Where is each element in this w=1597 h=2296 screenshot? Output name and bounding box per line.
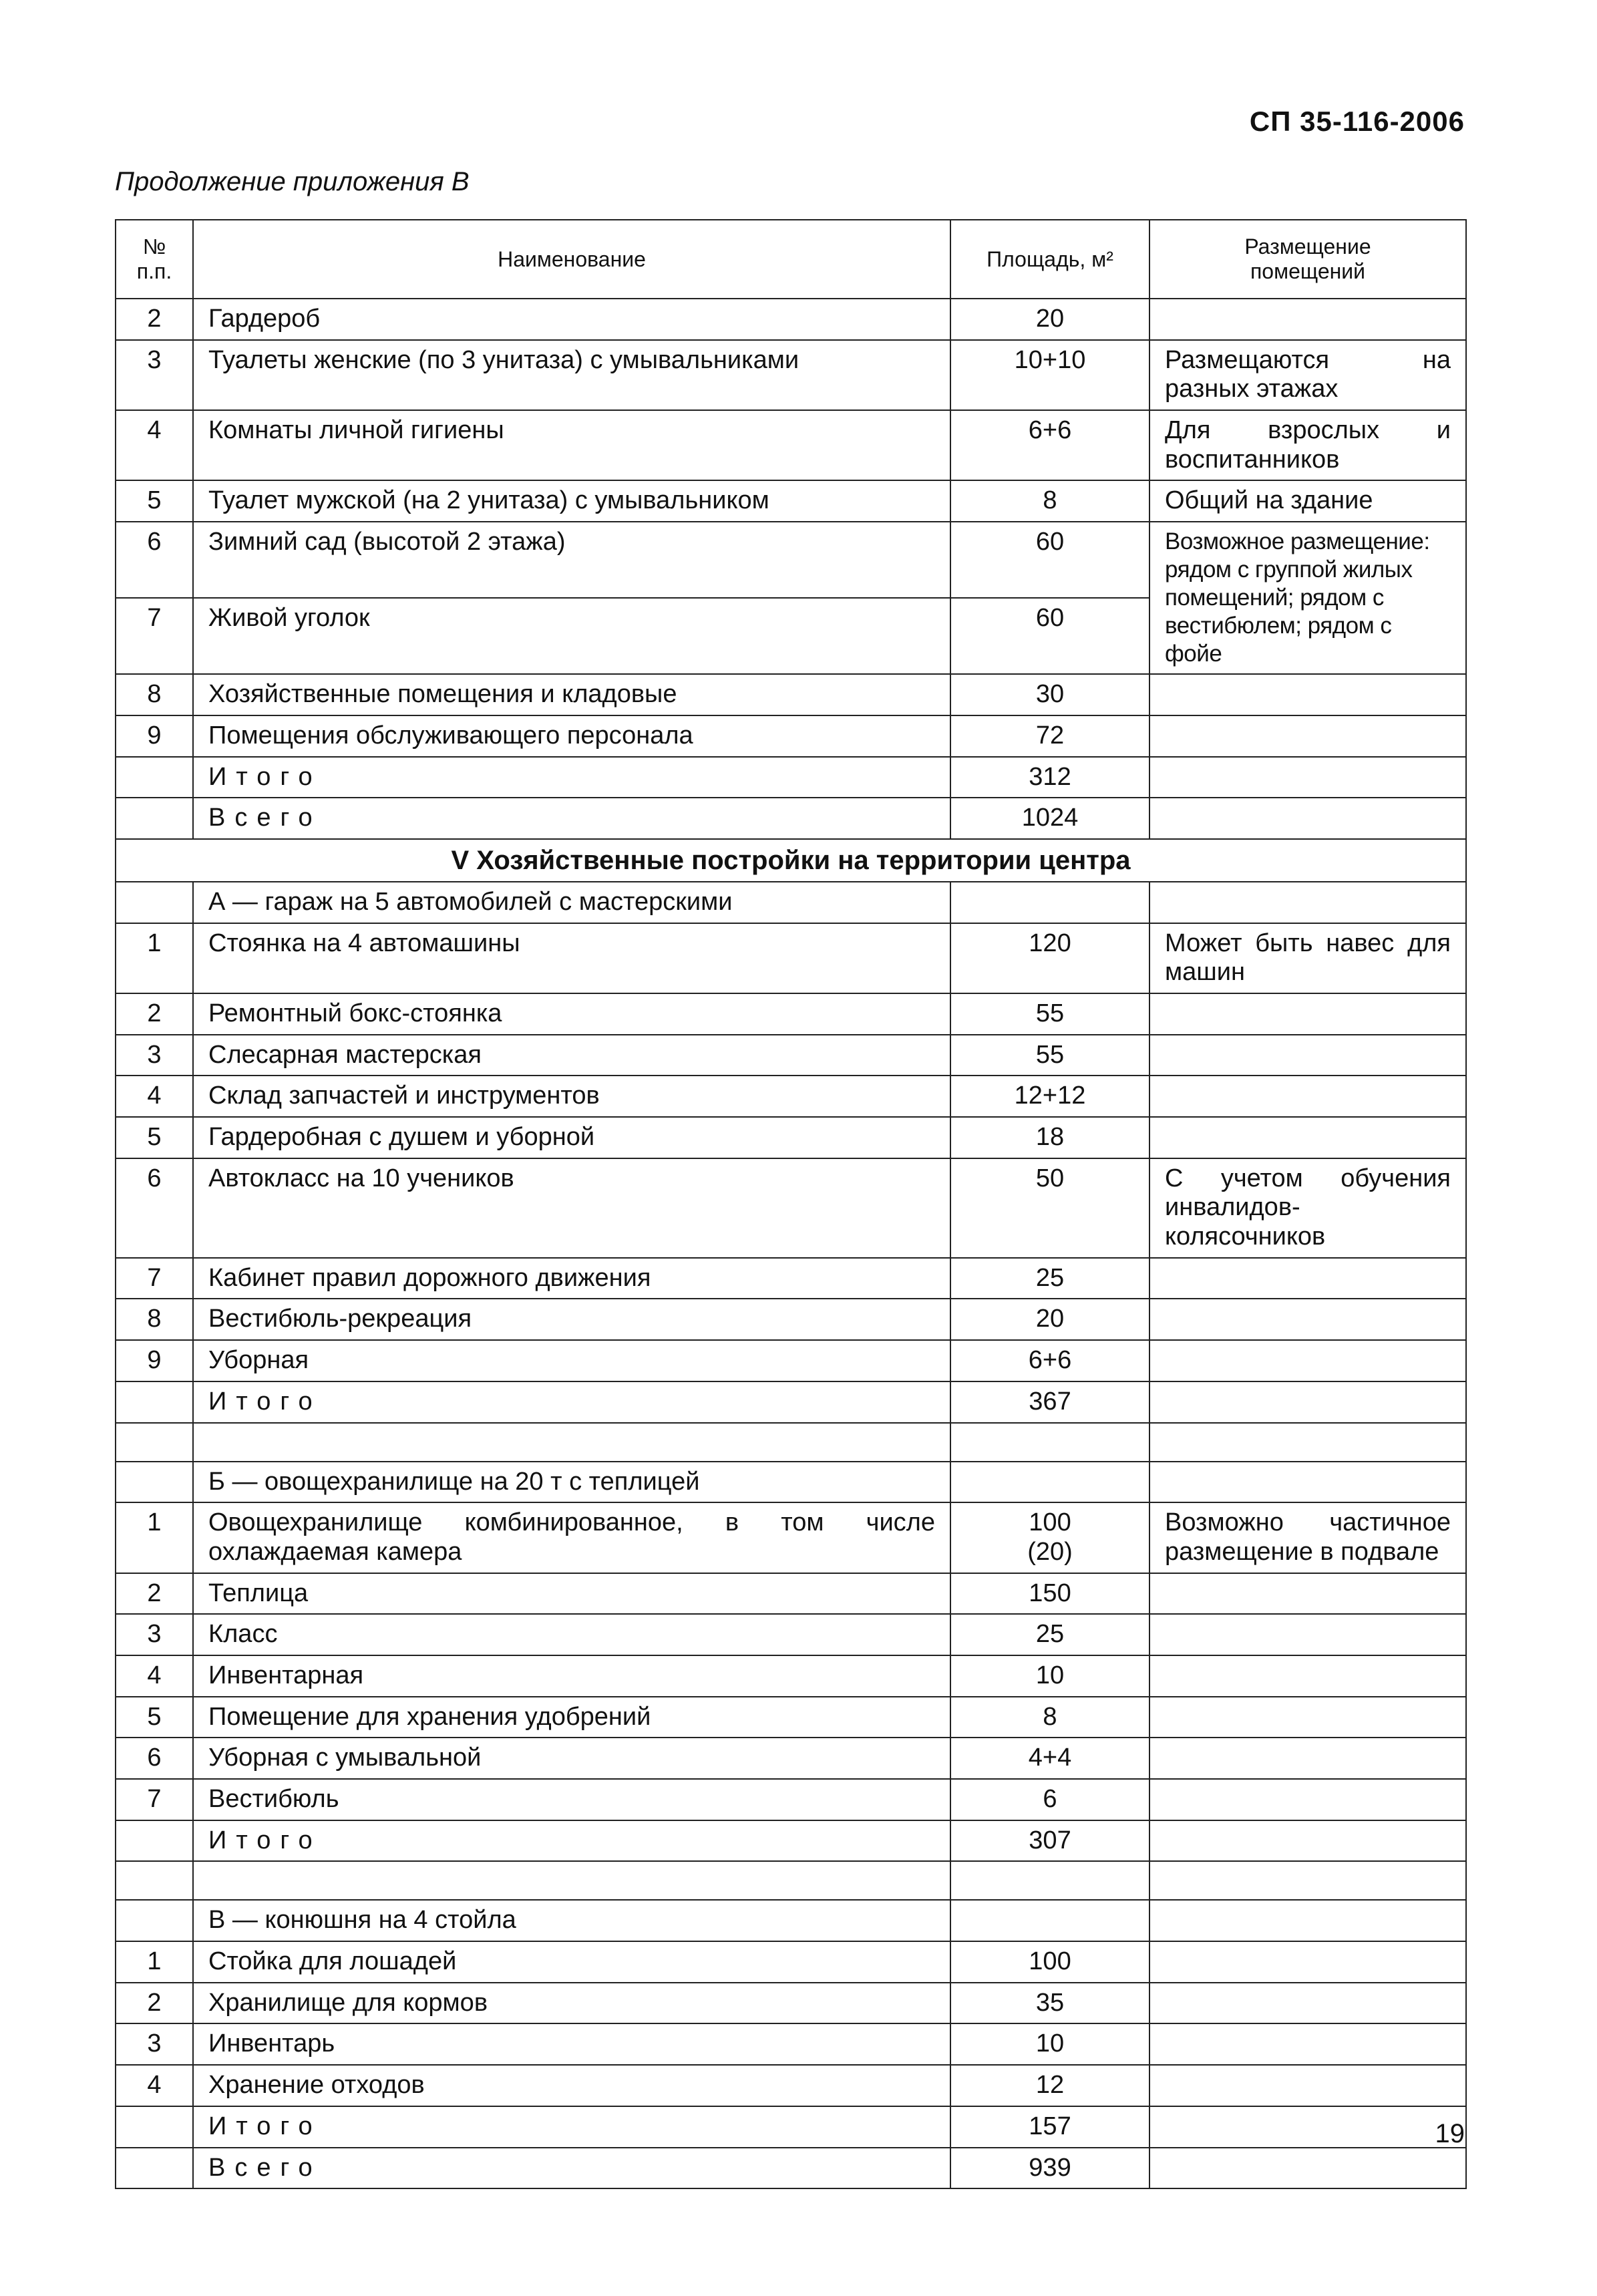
row-area: 6 [950, 1779, 1149, 1820]
row-note [1149, 1258, 1466, 1299]
row-name: Хранилище для кормов [193, 1983, 950, 2024]
row-area [950, 1900, 1149, 1941]
column-header-placement: Размещение помещений [1149, 220, 1466, 299]
row-name: Живой уголок [193, 598, 950, 674]
row-area: 100 (20) [950, 1502, 1149, 1573]
row-area: 30 [950, 674, 1149, 715]
subtotal-area: 312 [950, 757, 1149, 798]
column-header-num: № п.п. [116, 220, 193, 299]
row-number: 1 [116, 923, 193, 993]
table-row [116, 715, 1466, 757]
grand-total-area: 939 [950, 2148, 1149, 2189]
group-title-row [116, 882, 1466, 923]
row-number [116, 798, 193, 839]
table-row [116, 1614, 1466, 1655]
row-number: 5 [116, 1117, 193, 1158]
row-name: Уборная с умывальной [193, 1738, 950, 1779]
row-number [116, 1861, 193, 1900]
merged-placement-note: Возможное размещение: рядом с группой жилых помещений; рядом с вестибюлем; рядом с фойе [1149, 522, 1466, 674]
row-name: Гардероб [193, 299, 950, 340]
row-note [1149, 1614, 1466, 1655]
row-number: 3 [116, 340, 193, 410]
table-row [116, 410, 1466, 480]
row-number: 1 [116, 1502, 193, 1573]
subtotal-row [116, 2106, 1466, 2148]
row-note [1149, 1423, 1466, 1462]
row-number: 2 [116, 299, 193, 340]
subtotal-label: Итого [193, 2106, 950, 2148]
row-note [1149, 798, 1466, 839]
row-number: 9 [116, 715, 193, 757]
table-row [116, 1502, 1466, 1573]
row-name: Слесарная мастерская [193, 1035, 950, 1076]
row-area: 60 [950, 522, 1149, 598]
row-number: 4 [116, 1076, 193, 1117]
grand-total-row [116, 798, 1466, 839]
row-number [116, 1820, 193, 1862]
row-note [1149, 882, 1466, 923]
table-row [116, 299, 1466, 340]
row-area: 18 [950, 1117, 1149, 1158]
row-area: 10 [950, 1655, 1149, 1697]
row-area: 10+10 [950, 340, 1149, 410]
blank-row [116, 1861, 1466, 1900]
row-number: 2 [116, 1573, 193, 1615]
table-row [116, 522, 1466, 598]
column-header-area: Площадь, м² [950, 220, 1149, 299]
row-name: Кабинет правил дорожного движения [193, 1258, 950, 1299]
row-number [116, 1423, 193, 1462]
row-number [116, 2106, 193, 2148]
row-area: 12 [950, 2065, 1149, 2106]
subtotal-label: Итого [193, 1381, 950, 1423]
row-name: Туалеты женские (по 3 унитаза) с умывальниками [193, 340, 950, 410]
subtotal-label: Итого [193, 1820, 950, 1862]
subtotal-row [116, 757, 1466, 798]
row-name: Туалет мужской (на 2 унитаза) с умывальником [193, 480, 950, 522]
row-number: 3 [116, 1614, 193, 1655]
row-note [1149, 1076, 1466, 1117]
section-title: V Хозяйственные постройки на территории центра [116, 839, 1466, 882]
table-row [116, 1299, 1466, 1340]
row-area: 20 [950, 299, 1149, 340]
row-number [116, 2148, 193, 2189]
table-row [116, 340, 1466, 410]
grand-total-label: Всего [193, 798, 950, 839]
row-name: Инвентарь [193, 2023, 950, 2065]
row-number: 6 [116, 1738, 193, 1779]
grand-total-row [116, 2148, 1466, 2189]
row-area: 100 [950, 1941, 1149, 1983]
row-name: Зимний сад (высотой 2 этажа) [193, 522, 950, 598]
row-name: Овощехранилище комбинированное, в том числе охлаждаемая камера [193, 1502, 950, 1573]
row-area [950, 1462, 1149, 1503]
row-number: 5 [116, 1697, 193, 1738]
row-number: 6 [116, 522, 193, 598]
row-note [1149, 1983, 1466, 2024]
table-row [116, 1738, 1466, 1779]
row-note [1149, 1573, 1466, 1615]
row-number: 7 [116, 1779, 193, 1820]
row-note [1149, 1299, 1466, 1340]
row-area: 8 [950, 1697, 1149, 1738]
subtotal-area: 157 [950, 2106, 1149, 2148]
row-number [116, 882, 193, 923]
row-number [116, 1381, 193, 1423]
row-number: 7 [116, 1258, 193, 1299]
row-area: 35 [950, 1983, 1149, 2024]
row-note [1149, 2065, 1466, 2106]
row-name: Хозяйственные помещения и кладовые [193, 674, 950, 715]
row-note [1149, 715, 1466, 757]
table-row [116, 2065, 1466, 2106]
table-row [116, 1035, 1466, 1076]
row-name: Уборная [193, 1340, 950, 1381]
row-number: 3 [116, 1035, 193, 1076]
page-number: 19 [1435, 2119, 1465, 2148]
row-name: Хранение отходов [193, 2065, 950, 2106]
row-note: С учетом обучения инвалидов-колясочников [1149, 1158, 1466, 1258]
row-note [1149, 674, 1466, 715]
row-note [1149, 2148, 1466, 2189]
row-note [1149, 757, 1466, 798]
row-area: 8 [950, 480, 1149, 522]
subtotal-area: 367 [950, 1381, 1149, 1423]
row-number: 1 [116, 1941, 193, 1983]
row-name: Класс [193, 1614, 950, 1655]
table-row [116, 1941, 1466, 1983]
row-name: Помещение для хранения удобрений [193, 1697, 950, 1738]
row-note: Общий на здание [1149, 480, 1466, 522]
row-name: Автокласс на 10 учеников [193, 1158, 950, 1258]
row-note: Размещаются на разных этажах [1149, 340, 1466, 410]
row-name [193, 1423, 950, 1462]
row-number: 4 [116, 2065, 193, 2106]
row-note [1149, 1117, 1466, 1158]
row-name: Стойка для лошадей [193, 1941, 950, 1983]
row-number: 4 [116, 1655, 193, 1697]
table-row [116, 1340, 1466, 1381]
row-note [1149, 1900, 1466, 1941]
subtotal-label: Итого [193, 757, 950, 798]
row-area: 20 [950, 1299, 1149, 1340]
table-row [116, 1573, 1466, 1615]
row-note [1149, 299, 1466, 340]
row-note [1149, 1861, 1466, 1900]
group-title: В — конюшня на 4 стойла [193, 1900, 950, 1941]
table-row [116, 993, 1466, 1035]
row-number: 4 [116, 410, 193, 480]
table-row [116, 1076, 1466, 1117]
row-note [1149, 993, 1466, 1035]
row-name: Помещения обслуживающего персонала [193, 715, 950, 757]
row-name: Стоянка на 4 автомашины [193, 923, 950, 993]
grand-total-area: 1024 [950, 798, 1149, 839]
row-note [1149, 1738, 1466, 1779]
table-row [116, 1117, 1466, 1158]
row-name: Инвентарная [193, 1655, 950, 1697]
grand-total-label: Всего [193, 2148, 950, 2189]
row-note [1149, 1462, 1466, 1503]
row-area: 55 [950, 993, 1149, 1035]
subtotal-row [116, 1381, 1466, 1423]
row-number [116, 757, 193, 798]
row-name: Склад запчастей и инструментов [193, 1076, 950, 1117]
row-note [1149, 1697, 1466, 1738]
row-name: Вестибюль [193, 1779, 950, 1820]
row-note [1149, 1340, 1466, 1381]
table-row [116, 1258, 1466, 1299]
table-row [116, 2023, 1466, 2065]
group-title: Б — овощехранилище на 20 т с теплицей [193, 1462, 950, 1503]
row-note [1149, 1655, 1466, 1697]
row-number [116, 1900, 193, 1941]
row-area: 120 [950, 923, 1149, 993]
row-name: Вестибюль-рекреация [193, 1299, 950, 1340]
row-area: 60 [950, 598, 1149, 674]
row-number: 2 [116, 993, 193, 1035]
row-name: Гардеробная с душем и уборной [193, 1117, 950, 1158]
table-row [116, 1697, 1466, 1738]
table-row [116, 1655, 1466, 1697]
row-area: 55 [950, 1035, 1149, 1076]
table-row [116, 674, 1466, 715]
row-area: 25 [950, 1614, 1149, 1655]
row-note [1149, 1820, 1466, 1862]
column-header-name: Наименование [193, 220, 950, 299]
row-number: 6 [116, 1158, 193, 1258]
row-area: 50 [950, 1158, 1149, 1258]
row-area: 12+12 [950, 1076, 1149, 1117]
row-area: 72 [950, 715, 1149, 757]
row-area: 150 [950, 1573, 1149, 1615]
row-area [950, 1423, 1149, 1462]
subtotal-area: 307 [950, 1820, 1149, 1862]
row-number: 2 [116, 1983, 193, 2024]
table-row [116, 480, 1466, 522]
row-note [1149, 1779, 1466, 1820]
row-number: 3 [116, 2023, 193, 2065]
group-title: А — гараж на 5 автомобилей с мастерскими [193, 882, 950, 923]
row-note [1149, 2023, 1466, 2065]
table-row [116, 1158, 1466, 1258]
group-title-row [116, 1900, 1466, 1941]
section-row [116, 839, 1466, 882]
row-note [1149, 1381, 1466, 1423]
row-area: 4+4 [950, 1738, 1149, 1779]
subtotal-row [116, 1820, 1466, 1862]
row-note [1149, 1035, 1466, 1076]
document-code: СП 35-116-2006 [1249, 106, 1465, 137]
row-number: 8 [116, 674, 193, 715]
table-row [116, 923, 1466, 993]
table-row [116, 1983, 1466, 2024]
row-area: 6+6 [950, 410, 1149, 480]
row-name: Ремонтный бокс-стоянка [193, 993, 950, 1035]
row-area: 10 [950, 2023, 1149, 2065]
row-area [950, 882, 1149, 923]
row-note: Для взрослых и воспитанников [1149, 410, 1466, 480]
row-note [1149, 1941, 1466, 1983]
group-title-row [116, 1462, 1466, 1503]
row-name [193, 1861, 950, 1900]
row-note: Может быть навес для машин [1149, 923, 1466, 993]
row-note: Возможно частичное размещение в подвале [1149, 1502, 1466, 1573]
row-area: 6+6 [950, 1340, 1149, 1381]
row-number: 9 [116, 1340, 193, 1381]
appendix-continuation-title: Продолжение приложения В [115, 167, 470, 196]
row-note [1149, 2106, 1466, 2148]
row-name: Теплица [193, 1573, 950, 1615]
row-number: 7 [116, 598, 193, 674]
premises-table [115, 219, 1467, 2189]
table-row [116, 1779, 1466, 1820]
row-name: Комнаты личной гигиены [193, 410, 950, 480]
row-number: 8 [116, 1299, 193, 1340]
row-number [116, 1462, 193, 1503]
table-header-row [116, 220, 1466, 299]
row-area: 25 [950, 1258, 1149, 1299]
blank-row [116, 1423, 1466, 1462]
row-number: 5 [116, 480, 193, 522]
row-area [950, 1861, 1149, 1900]
